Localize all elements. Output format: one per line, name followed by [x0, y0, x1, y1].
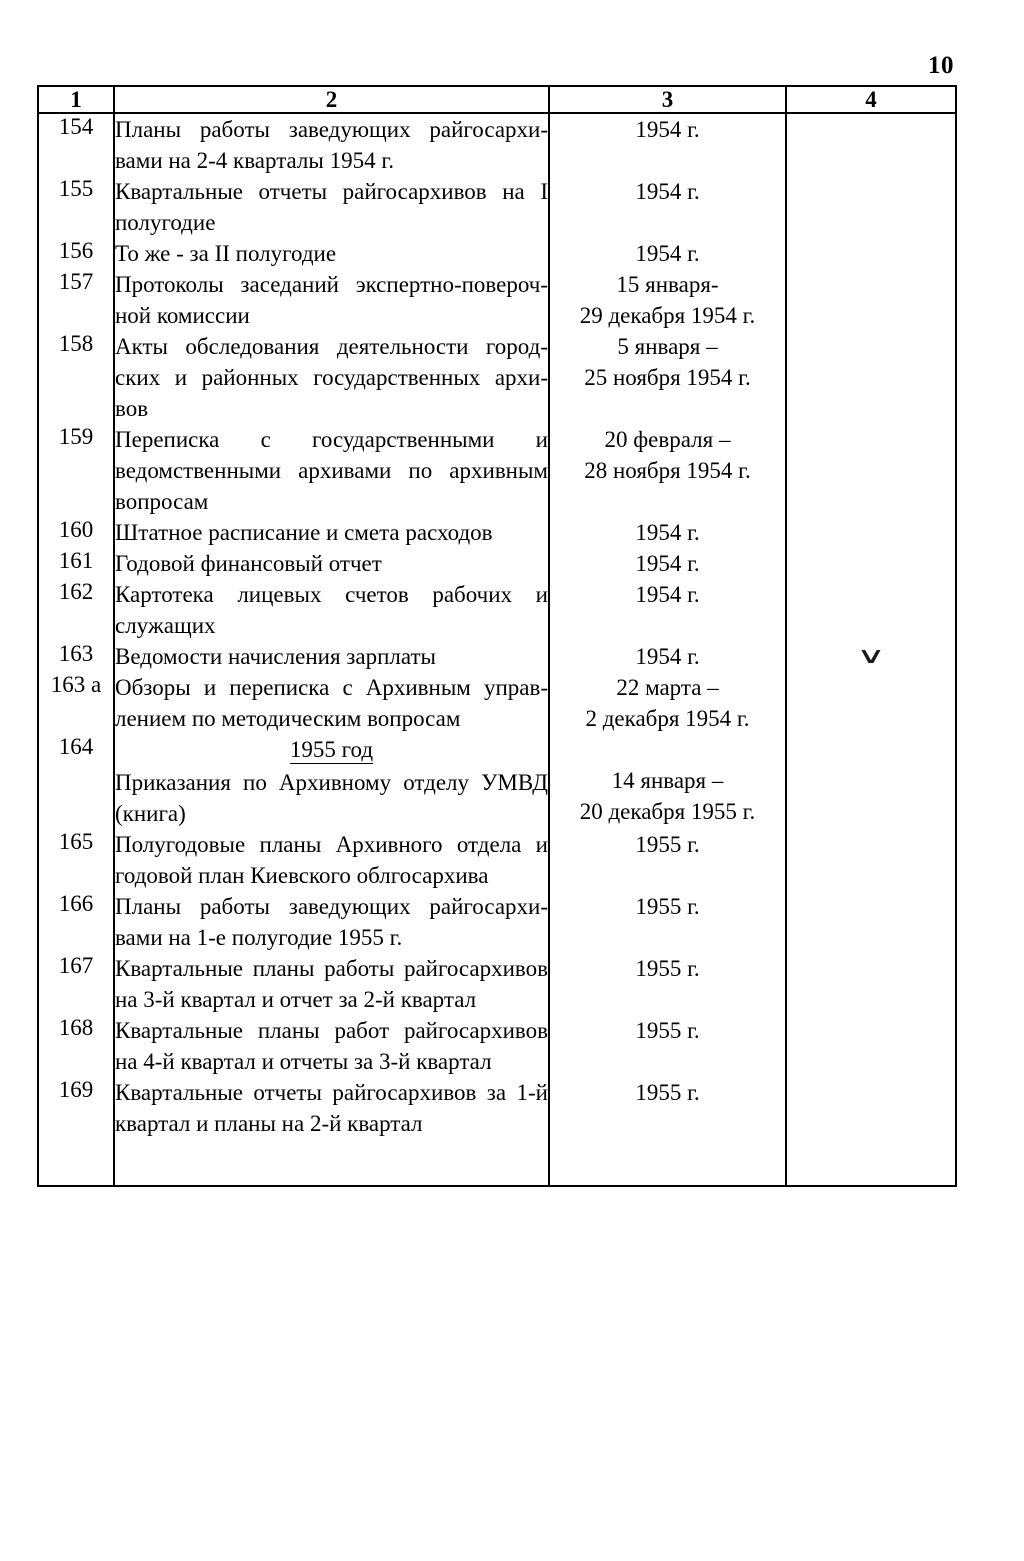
description-line: Приказания по Архивному отделу УМВД [115, 770, 548, 795]
table-filler-cell [114, 1139, 549, 1186]
description-line: лением по методическим вопросам [115, 706, 461, 731]
row-number-cell: 163 [38, 641, 114, 672]
description-line: на 3-й квартал и отчет за 2-й квартал [115, 987, 477, 1012]
table-row [38, 113, 956, 176]
table-filler-cell [786, 1139, 956, 1186]
row-note-cell [786, 113, 956, 176]
row-note-cell [786, 331, 956, 424]
description-line: на 4-й квартал и отчеты за 3-й квартал [115, 1049, 492, 1074]
date-line: 1954 г. [635, 644, 700, 669]
description-line: То же - за II полугодие [115, 241, 337, 266]
description-line: ной комиссии [115, 303, 250, 328]
description-line: ведомственными архивами по архивным [115, 458, 548, 483]
description-line: Квартальные отчеты райгосархивов за 1-й [115, 1080, 548, 1105]
date-line: 20 февраля – [604, 427, 731, 452]
column-header-2: 2 [114, 86, 549, 113]
row-description-cell [114, 734, 549, 829]
row-description-cell [114, 1077, 549, 1139]
row-date-cell [549, 579, 786, 641]
description-line: Планы работы заведующих райгосархи- [115, 117, 548, 142]
description-line: Штатное расписание и смета расходов [115, 520, 493, 545]
row-number-cell: 163 а [38, 672, 114, 734]
table-body [38, 113, 956, 1186]
row-date-cell [549, 517, 786, 548]
description-line: полугодие [115, 210, 216, 235]
description-line: годовой план Киевского облгосархива [115, 863, 489, 888]
row-description-cell [114, 176, 549, 238]
date-line: 15 января- [616, 272, 719, 297]
column-header-3: 3 [549, 86, 786, 113]
row-description-cell [114, 331, 549, 424]
date-line: 1954 г. [635, 179, 700, 204]
table-row [38, 953, 956, 1015]
date-line: 1954 г. [635, 520, 700, 545]
date-line: 25 ноября 1954 г. [584, 365, 751, 390]
row-date-cell [549, 1015, 786, 1077]
row-note-cell [786, 238, 956, 269]
row-note-cell [786, 891, 956, 953]
row-description-cell [114, 113, 549, 176]
table-filler-cell [549, 1139, 786, 1186]
row-note-cell [786, 579, 956, 641]
description-line: Ведомости начисления зарплаты [115, 644, 436, 669]
row-date-cell [549, 734, 786, 829]
date-line: 28 ноября 1954 г. [584, 458, 751, 483]
row-date-cell [549, 953, 786, 1015]
row-date-cell [549, 1077, 786, 1139]
row-note-cell [786, 953, 956, 1015]
column-header-4: 4 [786, 86, 956, 113]
row-date-cell [549, 672, 786, 734]
row-date-cell [549, 176, 786, 238]
date-line: 2 декабря 1954 г. [585, 706, 750, 731]
table-row [38, 269, 956, 331]
row-number-cell: 161 [38, 548, 114, 579]
date-line: 1954 г. [635, 241, 700, 266]
table-header [38, 86, 956, 113]
table-row [38, 579, 956, 641]
table-row [38, 424, 956, 517]
date-line: 1955 г. [635, 956, 700, 981]
row-description-cell [114, 891, 549, 953]
description-line: вами на 1-е полугодие 1955 г. [115, 925, 403, 950]
row-number-cell: 154 [38, 113, 114, 176]
date-line: 1955 г. [635, 1018, 700, 1043]
description-line: вов [115, 396, 149, 421]
archival-register-table [37, 85, 957, 1187]
date-line: 5 января – [617, 334, 718, 359]
description-line: Акты обследования деятельности город- [115, 334, 548, 359]
row-description-cell [114, 424, 549, 517]
date-line: 1954 г. [635, 551, 700, 576]
year-section-heading [115, 734, 548, 765]
row-number-cell: 167 [38, 953, 114, 1015]
row-description-cell [114, 829, 549, 891]
row-date-cell [549, 331, 786, 424]
description-line: Годовой финансовый отчет [115, 551, 382, 576]
row-date-cell [549, 548, 786, 579]
row-note-cell [786, 517, 956, 548]
row-note-cell [786, 829, 956, 891]
row-description-cell [114, 641, 549, 672]
description-line: Протоколы заседаний экспертно-повероч- [115, 272, 548, 297]
description-line: служащих [115, 613, 216, 638]
table-row [38, 548, 956, 579]
row-description-cell [114, 269, 549, 331]
row-note-cell [786, 734, 956, 829]
description-line: Обзоры и переписка с Архивным управ- [115, 675, 548, 700]
row-description-cell [114, 953, 549, 1015]
description-line: Квартальные планы работы райгосархивов [115, 956, 548, 981]
row-description-cell [114, 517, 549, 548]
row-number-cell: 157 [38, 269, 114, 331]
row-number-cell: 158 [38, 331, 114, 424]
table-row [38, 238, 956, 269]
check-tick-icon: ∨ [856, 643, 886, 668]
row-note-cell [786, 548, 956, 579]
table-row [38, 641, 956, 672]
description-line: Переписка с государственными и [115, 427, 548, 452]
table-row [38, 734, 956, 829]
row-number-cell: 159 [38, 424, 114, 517]
row-number-cell: 156 [38, 238, 114, 269]
description-line: Квартальные планы работ райгосархивов [115, 1018, 548, 1043]
description-line: Картотека лицевых счетов рабочих и [115, 582, 548, 607]
row-description-cell [114, 672, 549, 734]
row-number-cell: 165 [38, 829, 114, 891]
description-line: вопросам [115, 489, 209, 514]
row-number-cell: 160 [38, 517, 114, 548]
description-line: (книга) [115, 801, 186, 826]
date-line: 1954 г. [635, 117, 700, 142]
row-number-cell: 162 [38, 579, 114, 641]
row-number-cell: 155 [38, 176, 114, 238]
table-row [38, 672, 956, 734]
date-line: 1954 г. [635, 582, 700, 607]
table-row [38, 829, 956, 891]
date-line: 22 марта – [616, 675, 719, 700]
description-line: Полугодовые планы Архивного отдела и [115, 832, 548, 857]
date-line: 20 декабря 1955 г. [579, 799, 756, 824]
row-note-cell [786, 176, 956, 238]
table-row [38, 517, 956, 548]
table-row [38, 891, 956, 953]
page-number: 10 [928, 52, 954, 79]
row-description-cell [114, 238, 549, 269]
row-note-cell [786, 1015, 956, 1077]
row-note-cell [786, 1077, 956, 1139]
table-row [38, 1015, 956, 1077]
table-row [38, 331, 956, 424]
row-date-cell [549, 113, 786, 176]
description-line: ских и районных государственных архи- [115, 365, 548, 390]
row-note-cell [786, 424, 956, 517]
year-section-heading-text: 1955 год [289, 737, 374, 762]
date-line: 14 января – [611, 768, 724, 793]
description-line: Планы работы заведующих райгосархи- [115, 894, 548, 919]
table-row [38, 1077, 956, 1139]
row-number-cell: 169 [38, 1077, 114, 1139]
date-line: 1955 г. [635, 894, 700, 919]
date-line: 1955 г. [635, 1080, 700, 1105]
row-number-cell: 168 [38, 1015, 114, 1077]
row-note-cell [786, 269, 956, 331]
table-filler-row [38, 1139, 956, 1186]
column-header-1: 1 [38, 86, 114, 113]
row-number-cell: 166 [38, 891, 114, 953]
date-line: 29 декабря 1954 г. [579, 303, 756, 328]
row-date-cell [549, 238, 786, 269]
row-description-cell [114, 579, 549, 641]
row-description-cell [114, 1015, 549, 1077]
table-row [38, 176, 956, 238]
description-line: вами на 2-4 кварталы 1954 г. [115, 148, 394, 173]
row-date-cell [549, 424, 786, 517]
date-spacer [550, 734, 785, 765]
row-number-cell: 164 [38, 734, 114, 829]
row-note-cell [786, 641, 956, 672]
description-line: Квартальные отчеты райгосархивов на I [115, 179, 548, 204]
description-line: квартал и планы на 2-й квартал [115, 1111, 423, 1136]
row-date-cell [549, 829, 786, 891]
date-line: 1955 г. [635, 832, 700, 857]
column-number-row [38, 86, 956, 113]
row-date-cell [549, 891, 786, 953]
row-description-cell [114, 548, 549, 579]
row-note-cell [786, 672, 956, 734]
row-date-cell [549, 641, 786, 672]
row-date-cell [549, 269, 786, 331]
table-filler-cell [38, 1139, 114, 1186]
